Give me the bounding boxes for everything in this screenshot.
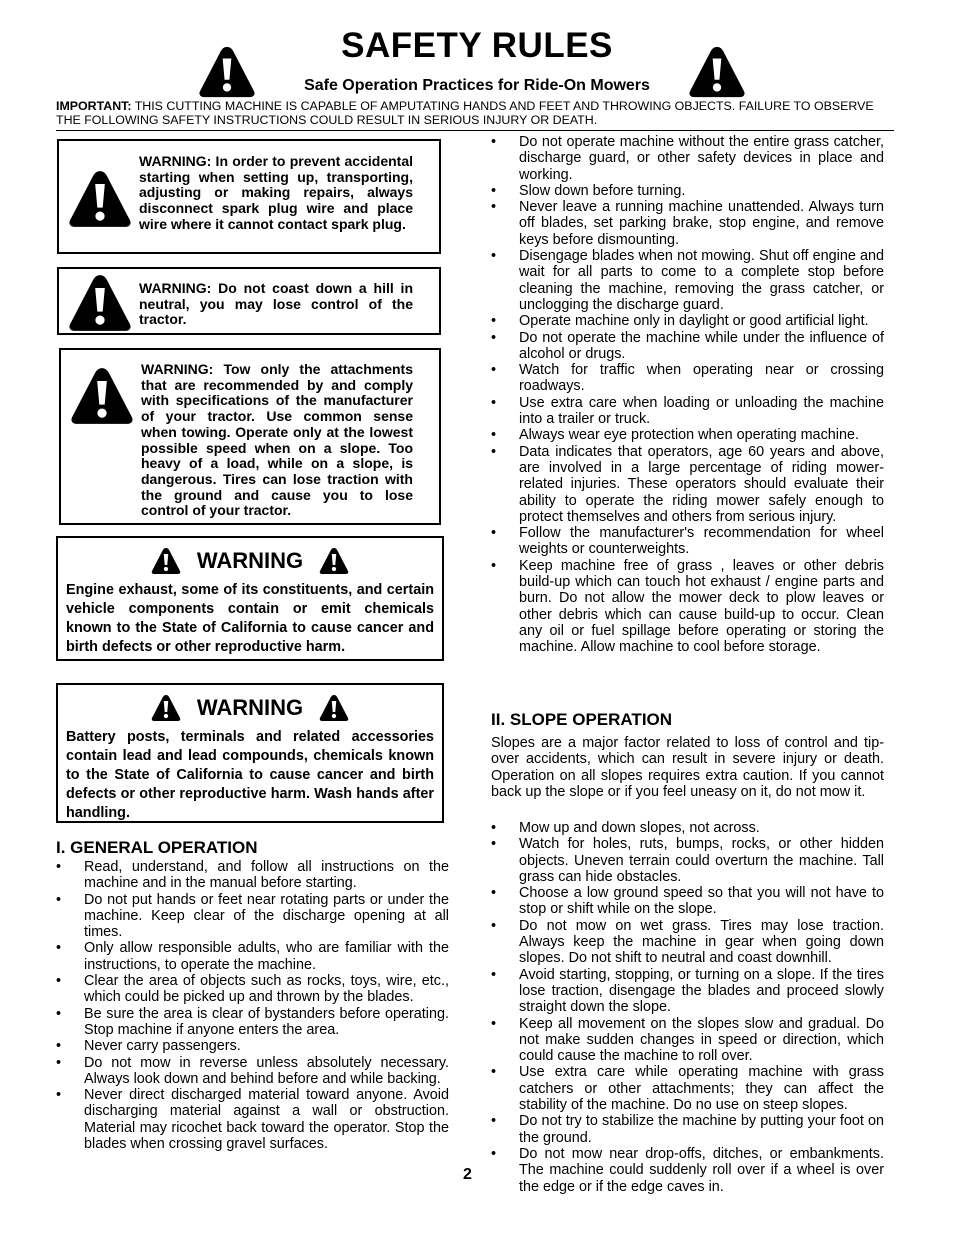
list-item: • Clear the area of objects such as rocks, toys, wire, etc., which could be picked up and thrown by the blades. (56, 973, 449, 1006)
list-item: • Read, understand, and follow all instructions on the machine and in the manual before starting. (56, 859, 449, 892)
warning-triangle-icon (151, 547, 181, 575)
general-operation-list (56, 859, 449, 1152)
important-text: THIS CUTTING MACHINE IS CAPABLE OF AMPUTATING HANDS AND FEET AND THROWING OBJECTS. FAILURE TO OBSERVE THE FOLLOWING SAFETY INSTRUCTIONS COULD RESULT IN SERIOUS INJURY OR DEATH. (56, 99, 874, 127)
list-item: • Operate machine only in daylight or good artificial light. (491, 313, 884, 329)
list-item: • Be sure the area is clear of bystanders before operating. Stop machine if anyone enters the area. (56, 1006, 449, 1039)
list-item: • Use extra care while operating machine with grass catchers or other attachments; they can affect the stability of the machine. Do no use on steep slopes. (491, 1064, 884, 1113)
warning-text: WARNING: In order to prevent accidental starting when setting up, transporting, adjusting or making repairs, always disconnect spark plug wire and place wire where it cannot contact spark plug. (139, 153, 413, 232)
warning-heading: WARNING (196, 695, 304, 720)
list-item: • Keep all movement on the slopes slow and gradual. Do not make sudden changes in speed or direction, which could cause the machine to roll over. (491, 1016, 884, 1065)
california-warning-battery (56, 683, 444, 823)
page-title: SAFETY RULES (341, 26, 613, 65)
header-divider (56, 130, 894, 131)
important-notice (56, 99, 896, 127)
list-item: • Keep machine free of grass , leaves or other debris build-up which can touch hot exhaust / engine parts and burn. Do not allow the mower deck to plow leaves or other debris which can cause build-up to occur. Clean any oil or fuel spillage before operating or storing the machine. Allow machine to cool before storage. (491, 558, 884, 656)
california-warning-exhaust (56, 536, 444, 661)
warning-text: WARNING: Do not coast down a hill in neutral, you may lose control of the tractor. (139, 280, 413, 328)
slope-intro: Slopes are a major factor related to loss of control and tip-over accidents, which can result in severe injury or death. Operation on all slopes requires extra caution. If you cannot back up the slope or if you feel uneasy on it, do not mow it. (491, 735, 884, 800)
warning-triangle-icon (319, 694, 349, 722)
list-item: • Never carry passengers. (56, 1038, 449, 1054)
warning-body: Engine exhaust, some of its constituents, and certain vehicle components contain or emit chemicals known to the State of California to cause cancer and birth defects or other reproductive harm. (66, 582, 434, 655)
list-item: • Slow down before turning. (491, 183, 884, 199)
warning-body: Battery posts, terminals and related accessories contain lead and lead compounds, chemicals known to the State of California to cause cancer and birth defects or other reproductive harm. Wash hands after handling. (66, 729, 434, 821)
warning-heading-row (58, 691, 442, 725)
warning-triangle-icon (69, 366, 135, 426)
list-item: • Use extra care when loading or unloading the machine into a trailer or truck. (491, 395, 884, 428)
list-item: • Do not mow near drop-offs, ditches, or embankments. The machine could suddenly roll over if a wheel is over the edge or if the edge caves in. (491, 1146, 884, 1195)
list-item: • Watch for holes, ruts, bumps, rocks, or other hidden objects. Uneven terrain could overturn the machine. Tall grass can hide obstacles. (491, 836, 884, 885)
warning-heading-row (58, 544, 442, 578)
list-item: • Never leave a running machine unattended. Always turn off blades, set parking brake, stop engine, and remove keys before dismounting. (491, 199, 884, 248)
page-number: 2 (463, 1166, 472, 1183)
warning-box-coast-hill (57, 267, 441, 335)
list-item: • Do not try to stabilize the machine by putting your foot on the ground. (491, 1113, 884, 1146)
important-label: IMPORTANT: (56, 99, 132, 113)
list-item: • Do not operate the machine while under the influence of alcohol or drugs. (491, 330, 884, 363)
list-item: • Mow up and down slopes, not across. (491, 820, 884, 836)
list-item: • Only allow responsible adults, who are familiar with the instructions, to operate the machine. (56, 940, 449, 973)
list-item: • Follow the manufacturer's recommendation for wheel weights or counterweights. (491, 525, 884, 558)
warning-text: WARNING: Tow only the attachments that are recommended by and comply with specifications of the manufacturer of your tractor. Use common sense when towing. Operate only at the lowest possible speed when on a slope. Too heavy of a load, while on a slope, is dangerous. Tires can lose traction with the ground and cause you to lose control of your tractor. (141, 361, 413, 519)
list-item: • Data indicates that operators, age 60 years and above, are involved in a large percentage of riding mower-related injuries. These operators should evaluate their ability to operate the riding mower safely enough to protect themselves and others from serious injury. (491, 444, 884, 525)
slope-operation-list (491, 820, 884, 1195)
list-item: • Do not mow on wet grass. Tires may lose traction. Always keep the machine in gear when going down slopes. Do not shift to neutral and coast downhill. (491, 918, 884, 967)
warning-triangle-icon (151, 694, 181, 722)
list-item: • Do not mow in reverse unless absolutely necessary. Always look down and behind before and while backing. (56, 1055, 449, 1088)
list-item: • Do not operate machine without the entire grass catcher, discharge guard, or other safety devices in place and working. (491, 134, 884, 183)
page-subtitle: Safe Operation Practices for Ride-On Mowers (304, 77, 650, 94)
warning-triangle-icon (67, 169, 133, 229)
section-heading-slope: II. SLOPE OPERATION (491, 710, 673, 729)
list-item: • Watch for traffic when operating near or crossing roadways. (491, 362, 884, 395)
warning-heading: WARNING (196, 548, 304, 573)
list-item: • Do not put hands or feet near rotating parts or under the machine. Keep clear of the discharge opening at all times. (56, 892, 449, 941)
warning-box-towing (59, 348, 441, 525)
warning-triangle-icon (319, 547, 349, 575)
warning-triangle-icon (67, 273, 133, 333)
right-column-list (491, 134, 884, 656)
list-item: • Avoid starting, stopping, or turning on a slope. If the tires lose traction, disengage the blades and proceed slowly straight down the slope. (491, 967, 884, 1016)
list-item: • Always wear eye protection when operating machine. (491, 427, 884, 443)
warning-box-spark-plug (57, 139, 441, 254)
list-item: • Never direct discharged material toward anyone. Avoid discharging material against a wall or obstruction. Material may ricochet back toward the operator. Stop the blades when crossing gravel surfaces. (56, 1087, 449, 1152)
section-heading-general: I. GENERAL OPERATION (56, 838, 258, 857)
list-item: • Choose a low ground speed so that you will not have to stop or shift while on the slope. (491, 885, 884, 918)
list-item: • Disengage blades when not mowing. Shut off engine and wait for all parts to come to a complete stop before cleaning the machine, removing the grass catcher, or unclogging the discharge guard. (491, 248, 884, 313)
